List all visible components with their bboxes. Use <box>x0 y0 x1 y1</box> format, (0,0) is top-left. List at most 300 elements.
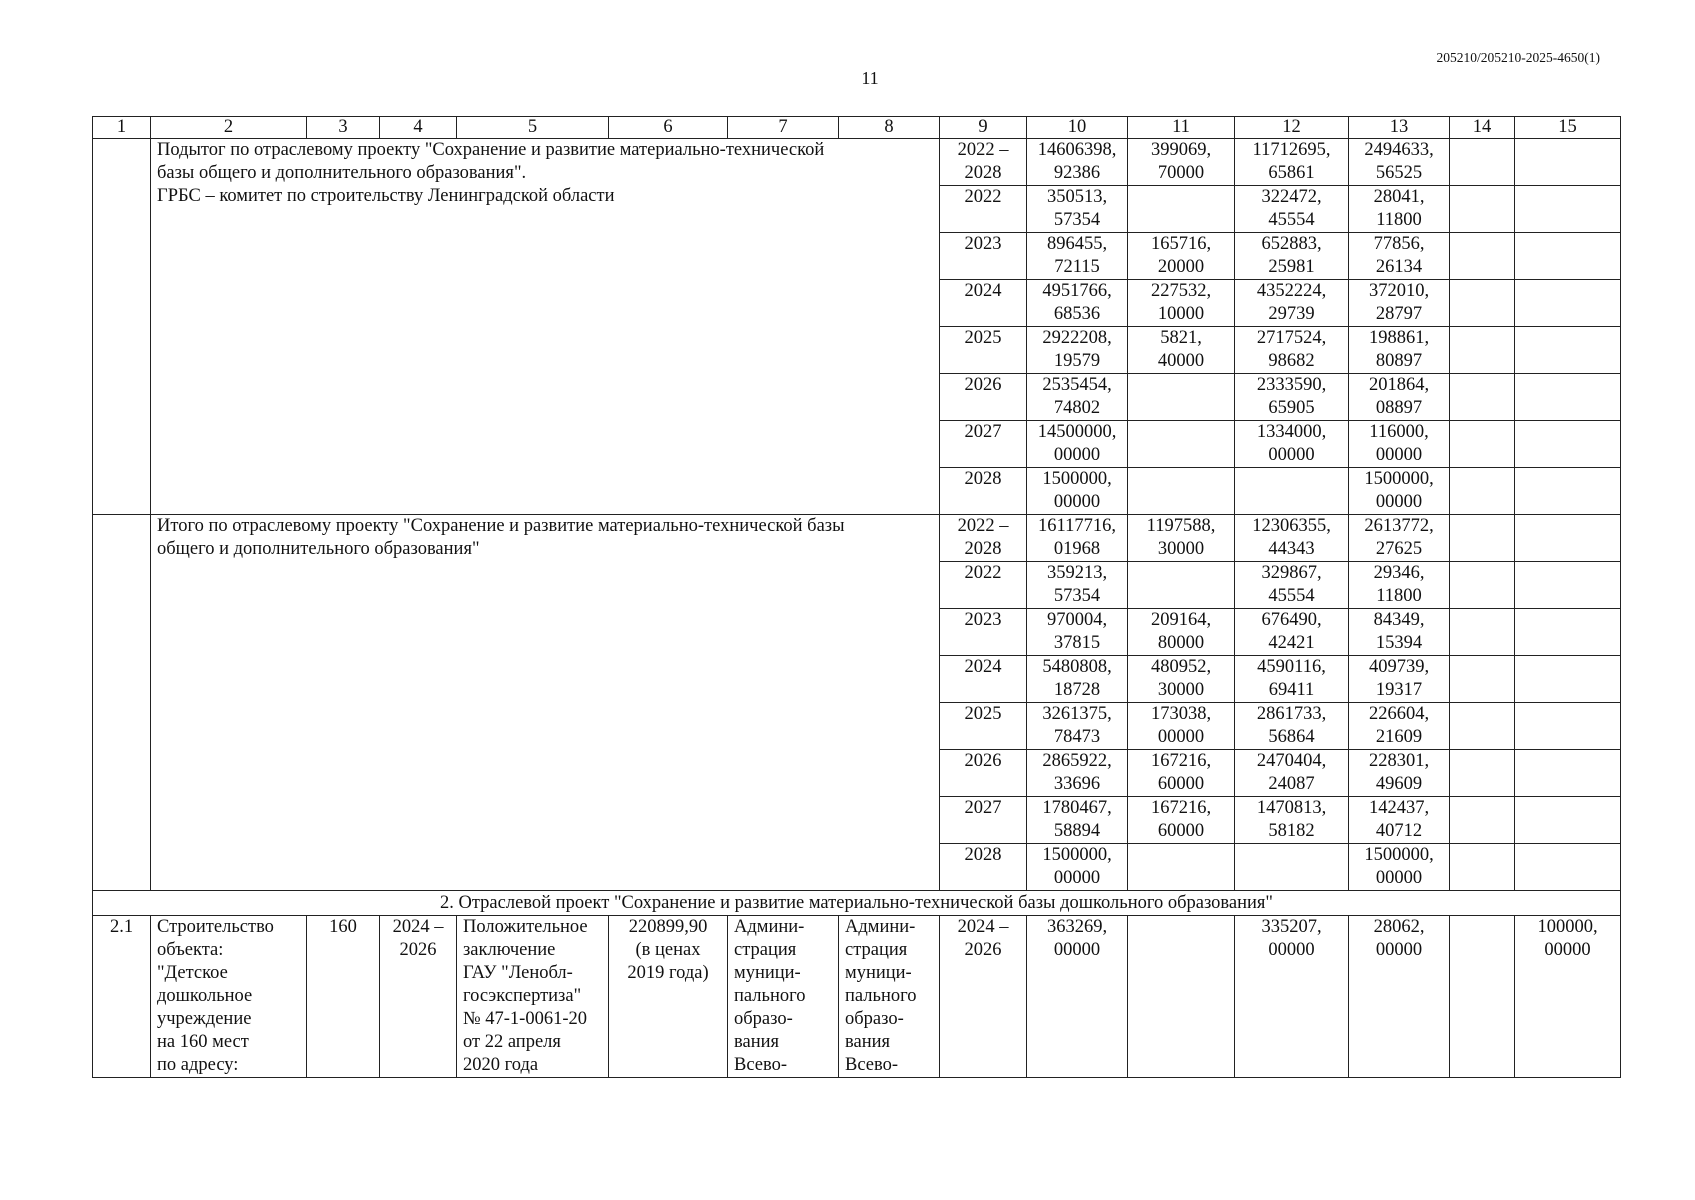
subtotal-c14-cell <box>1450 468 1515 515</box>
subtotal-c14-cell <box>1450 327 1515 374</box>
item-name-line: объекта: <box>157 940 224 960</box>
total-c12-value: 45554 <box>1268 586 1315 606</box>
total-period-cell <box>940 750 1027 797</box>
subtotal-c12-value: 00000 <box>1268 445 1315 465</box>
subtotal-c10-value: 74802 <box>1053 398 1101 418</box>
total-c13-cell <box>1349 703 1450 750</box>
total-c10-value: 970004, <box>1046 610 1108 630</box>
item-customer-line: Всево- <box>734 1055 788 1075</box>
subtotal-c12-cell <box>1235 374 1349 421</box>
subtotal-c14-cell <box>1450 186 1515 233</box>
subtotal-c15-cell <box>1515 421 1621 468</box>
total-c10-cell <box>1027 609 1128 656</box>
total-c11-cell <box>1128 656 1235 703</box>
subtotal-period-cell <box>940 233 1027 280</box>
column-number: 10 <box>1027 117 1128 139</box>
item-customer-line: образо- <box>734 1009 793 1029</box>
subtotal-c13-value: 1500000, <box>1364 469 1434 489</box>
total-c14-cell <box>1450 562 1515 609</box>
subtotal-period-cell <box>940 374 1027 421</box>
total-c10-value: 1500000, <box>1042 845 1112 865</box>
subtotal-c10-value: 00000 <box>1053 445 1101 465</box>
total-c11-value: 167216, <box>1150 751 1212 771</box>
total-c13-value: 409739, <box>1368 657 1430 677</box>
subtotal-c14-cell <box>1450 280 1515 327</box>
total-c11-value: 167216, <box>1150 798 1212 818</box>
total-c12-value: 1470813, <box>1256 798 1327 818</box>
item-c13-cell <box>1349 916 1450 1078</box>
column-number: 13 <box>1349 117 1450 139</box>
total-c12-value: 58182 <box>1268 821 1315 841</box>
subtotal-c12-value: 25981 <box>1268 257 1315 277</box>
total-c15-cell <box>1515 515 1621 562</box>
subtotal-c11-value: 10000 <box>1157 304 1205 324</box>
total-c12-cell <box>1235 609 1349 656</box>
total-c10-cell <box>1027 750 1128 797</box>
subtotal-c10-value: 4951766, <box>1042 281 1112 301</box>
subtotal-c10-value: 19579 <box>1053 351 1101 371</box>
subtotal-c13-value: 116000, <box>1369 422 1429 442</box>
total-c13-value: 29346, <box>1373 563 1425 583</box>
subtotal-c12-cell <box>1235 468 1349 515</box>
total-period-value: 2027 <box>964 798 1002 818</box>
total-c11-value: 480952, <box>1150 657 1212 677</box>
total-c13-value: 40712 <box>1375 821 1423 841</box>
subtotal-c13-cell <box>1349 233 1450 280</box>
subtotal-c13-cell <box>1349 374 1450 421</box>
total-period-value: 2022 – <box>957 516 1009 536</box>
item-capacity-cell: 160 <box>307 916 380 1078</box>
subtotal-c13-cell <box>1349 327 1450 374</box>
item-customer-line: пального <box>734 986 806 1006</box>
total-c10-cell <box>1027 562 1128 609</box>
total-num-cell <box>93 515 151 891</box>
total-c13-value: 1500000, <box>1364 845 1434 865</box>
total-period-cell <box>940 515 1027 562</box>
total-c11-cell <box>1128 609 1235 656</box>
subtotal-c15-cell <box>1515 233 1621 280</box>
total-c11-cell <box>1128 703 1235 750</box>
item-c15-line: 00000 <box>1544 940 1591 960</box>
subtotal-period-value: 2022 – <box>957 140 1009 160</box>
subtotal-c11-value: 5821, <box>1160 328 1202 348</box>
subtotal-period-value: 2024 <box>964 281 1002 301</box>
item-builder-line: образо- <box>845 1009 904 1029</box>
total-c13-cell <box>1349 562 1450 609</box>
subtotal-c12-cell <box>1235 280 1349 327</box>
column-number: 4 <box>380 117 457 139</box>
total-c13-cell <box>1349 656 1450 703</box>
item-years-cell <box>380 916 457 1078</box>
total-c12-value: 329867, <box>1261 563 1322 583</box>
subtotal-c15-cell <box>1515 139 1621 186</box>
subtotal-c12-cell <box>1235 327 1349 374</box>
item-customer-line: Админи- <box>734 917 805 937</box>
total-c10-cell <box>1027 656 1128 703</box>
subtotal-c15-cell <box>1515 468 1621 515</box>
total-c11-value: 209164, <box>1150 610 1212 630</box>
total-c11-value: 80000 <box>1157 633 1205 653</box>
subtotal-period-cell <box>940 139 1027 186</box>
total-c13-value: 142437, <box>1368 798 1430 818</box>
total-c12-value: 56864 <box>1268 727 1315 747</box>
total-c12-cell <box>1235 750 1349 797</box>
subtotal-c11-cell <box>1128 374 1235 421</box>
subtotal-period-value: 2025 <box>964 328 1002 348</box>
item-years-line: 2026 <box>399 940 437 960</box>
subtotal-c12-value: 65905 <box>1268 398 1315 418</box>
total-c14-cell <box>1450 703 1515 750</box>
total-c12-value: 12306355, <box>1252 516 1331 536</box>
subtotal-c11-value: 227532, <box>1150 281 1212 301</box>
item-cost-line: 220899,90 <box>628 917 708 937</box>
subtotal-c15-cell <box>1515 186 1621 233</box>
subtotal-c13-value: 28041, <box>1373 187 1425 207</box>
item-builder-line: страция <box>845 940 908 960</box>
total-row <box>93 515 1621 562</box>
subtotal-period-value: 2028 <box>964 163 1002 183</box>
item-builder-line: Всево- <box>845 1055 899 1075</box>
total-c12-cell <box>1235 844 1349 891</box>
item-customer-line: страция <box>734 940 797 960</box>
total-c10-value: 00000 <box>1053 868 1101 888</box>
item-builder-line: муници- <box>845 963 912 983</box>
total-c10-value: 58894 <box>1053 821 1101 841</box>
total-c13-value: 49609 <box>1375 774 1423 794</box>
total-period-value: 2024 <box>964 657 1002 677</box>
subtotal-c15-cell <box>1515 280 1621 327</box>
total-c13-value: 84349, <box>1373 610 1425 630</box>
subtotal-c13-cell <box>1349 421 1450 468</box>
total-c12-cell <box>1235 656 1349 703</box>
subtotal-c13-cell <box>1349 139 1450 186</box>
item-period-line: 2024 – <box>957 917 1009 937</box>
item-c10-line: 363269, <box>1046 917 1108 937</box>
subtotal-c10-value: 68536 <box>1053 304 1101 324</box>
item-c15-line: 100000, <box>1537 917 1598 937</box>
subtotal-c13-value: 2494633, <box>1364 140 1434 160</box>
total-period-cell <box>940 562 1027 609</box>
total-c10-value: 2865922, <box>1042 751 1112 771</box>
item-cost-cell <box>609 916 728 1078</box>
total-period-value: 2022 <box>964 563 1002 583</box>
item-name-line: Строительство <box>157 917 274 937</box>
subtotal-period-value: 2026 <box>964 375 1002 395</box>
subtotal-c12-value: 2333590, <box>1256 375 1327 395</box>
total-c13-value: 2613772, <box>1364 516 1434 536</box>
column-number: 2 <box>151 117 307 139</box>
total-c11-value: 60000 <box>1157 821 1205 841</box>
total-c12-value: 676490, <box>1261 610 1322 630</box>
document-id: 205210/205210-2025-4650(1) <box>1436 50 1600 65</box>
subtotal-c12-value: 1334000, <box>1256 422 1327 442</box>
subtotal-period-value: 2022 <box>964 187 1002 207</box>
subtotal-period-cell <box>940 280 1027 327</box>
subtotal-c10-cell <box>1027 421 1128 468</box>
subtotal-c10-value: 00000 <box>1053 492 1101 512</box>
item-c13-line: 00000 <box>1375 940 1423 960</box>
total-c10-value: 16117716, <box>1038 516 1116 536</box>
item-name-cell <box>151 916 307 1078</box>
total-c10-value: 1780467, <box>1042 798 1112 818</box>
item-c12-line: 335207, <box>1261 917 1322 937</box>
total-c11-cell <box>1128 844 1235 891</box>
item-cost-line: (в ценах <box>635 940 701 960</box>
subtotal-c13-value: 26134 <box>1375 257 1423 277</box>
column-number: 15 <box>1515 117 1621 139</box>
item-c14-cell <box>1450 916 1515 1078</box>
total-c12-value: 24087 <box>1268 774 1315 794</box>
subtotal-num-cell <box>93 139 151 515</box>
subtotal-period-cell <box>940 186 1027 233</box>
total-c10-cell <box>1027 703 1128 750</box>
subtotal-row <box>93 139 1621 186</box>
subtotal-c12-value: 322472, <box>1261 187 1322 207</box>
subtotal-c12-cell <box>1235 139 1349 186</box>
subtotal-c13-value: 201864, <box>1368 375 1430 395</box>
item-builder-cell <box>839 916 940 1078</box>
total-c11-value: 30000 <box>1157 539 1205 559</box>
total-c15-cell <box>1515 703 1621 750</box>
column-number: 9 <box>940 117 1027 139</box>
column-number: 11 <box>1128 117 1235 139</box>
subtotal-c12-value: 65861 <box>1268 163 1315 183</box>
subtotal-c10-value: 14500000, <box>1037 422 1117 442</box>
total-c13-value: 19317 <box>1375 680 1423 700</box>
item-expertise-line: от 22 апреля <box>463 1032 561 1052</box>
subtotal-c12-value: 29739 <box>1268 304 1315 324</box>
item-cost-line: 2019 года) <box>627 963 709 983</box>
subtotal-c13-value: 11800 <box>1376 210 1422 230</box>
section-row <box>93 891 1621 916</box>
total-c12-value: 44343 <box>1268 539 1315 559</box>
total-c14-cell <box>1450 844 1515 891</box>
item-c11-cell <box>1128 916 1235 1078</box>
item-num-cell: 2.1 <box>93 916 151 1078</box>
total-c14-cell <box>1450 797 1515 844</box>
subtotal-c10-cell <box>1027 233 1128 280</box>
item-c15-cell <box>1515 916 1621 1078</box>
subtotal-c11-value: 70000 <box>1157 163 1205 183</box>
total-c14-cell <box>1450 656 1515 703</box>
total-c10-cell <box>1027 515 1128 562</box>
subtotal-c10-value: 1500000, <box>1042 469 1112 489</box>
subtotal-c10-value: 72115 <box>1054 257 1100 277</box>
total-period-cell <box>940 656 1027 703</box>
total-c11-cell <box>1128 515 1235 562</box>
column-number-row <box>93 117 1621 139</box>
subtotal-c11-value: 165716, <box>1150 234 1212 254</box>
total-c11-value: 60000 <box>1157 774 1205 794</box>
total-c14-cell <box>1450 609 1515 656</box>
total-c13-value: 228301, <box>1368 751 1430 771</box>
total-period-cell <box>940 703 1027 750</box>
total-period-value: 2026 <box>964 751 1002 771</box>
total-c12-cell <box>1235 703 1349 750</box>
subtotal-c13-cell <box>1349 468 1450 515</box>
subtotal-period-cell <box>940 327 1027 374</box>
column-number: 1 <box>93 117 151 139</box>
total-c10-value: 3261375, <box>1042 704 1112 724</box>
subtotal-c13-value: 372010, <box>1368 281 1430 301</box>
subtotal-c11-cell <box>1128 468 1235 515</box>
subtotal-c10-value: 2922208, <box>1042 328 1112 348</box>
subtotal-c14-cell <box>1450 139 1515 186</box>
subtotal-c12-cell <box>1235 186 1349 233</box>
item-period-cell <box>940 916 1027 1078</box>
total-period-cell <box>940 844 1027 891</box>
item-expertise-line: заключение <box>463 940 556 960</box>
total-c12-cell <box>1235 515 1349 562</box>
subtotal-c10-cell <box>1027 327 1128 374</box>
item-years-line: 2024 – <box>392 917 444 937</box>
total-c15-cell <box>1515 844 1621 891</box>
item-builder-line: вания <box>845 1032 891 1052</box>
total-period-cell <box>940 609 1027 656</box>
item-name-line: дошкольное <box>157 986 253 1006</box>
subtotal-c11-value: 40000 <box>1157 351 1205 371</box>
total-period-value: 2025 <box>964 704 1002 724</box>
subtotal-label-line: базы общего и дополнительного образования". <box>157 163 527 183</box>
total-c15-cell <box>1515 609 1621 656</box>
total-c13-cell <box>1349 609 1450 656</box>
subtotal-c13-value: 198861, <box>1368 328 1430 348</box>
subtotal-c13-value: 28797 <box>1375 304 1423 324</box>
item-builder-line: Админи- <box>845 917 916 937</box>
subtotal-c10-cell <box>1027 280 1128 327</box>
subtotal-c13-cell <box>1349 280 1450 327</box>
subtotal-period-value: 2023 <box>964 234 1002 254</box>
total-c11-value: 1197588, <box>1146 516 1216 536</box>
column-number: 5 <box>457 117 609 139</box>
item-expertise-line: госэкспертиза" <box>463 986 582 1006</box>
subtotal-c12-value: 11712695, <box>1252 140 1331 160</box>
total-c13-value: 00000 <box>1375 868 1423 888</box>
total-c13-cell <box>1349 797 1450 844</box>
subtotal-c10-value: 92386 <box>1053 163 1101 183</box>
subtotal-period-cell <box>940 421 1027 468</box>
item-c12-cell <box>1235 916 1349 1078</box>
total-period-cell <box>940 797 1027 844</box>
item-name-line: на 160 мест <box>157 1032 249 1052</box>
subtotal-c11-cell <box>1128 186 1235 233</box>
subtotal-period-value: 2028 <box>964 469 1002 489</box>
subtotal-c12-value: 2717524, <box>1256 328 1327 348</box>
total-c15-cell <box>1515 797 1621 844</box>
total-c10-cell <box>1027 797 1128 844</box>
item-customer-line: муници- <box>734 963 801 983</box>
subtotal-c10-cell <box>1027 374 1128 421</box>
subtotal-c13-value: 08897 <box>1375 398 1423 418</box>
item-builder-line: пального <box>845 986 917 1006</box>
total-period-value: 2023 <box>964 610 1002 630</box>
total-c12-value: 2861733, <box>1256 704 1327 724</box>
subtotal-c11-cell <box>1128 327 1235 374</box>
total-c14-cell <box>1450 750 1515 797</box>
subtotal-c10-value: 57354 <box>1053 210 1101 230</box>
subtotal-c12-value: 652883, <box>1261 234 1322 254</box>
subtotal-c12-value: 4352224, <box>1256 281 1327 301</box>
subtotal-c14-cell <box>1450 421 1515 468</box>
total-c12-cell <box>1235 797 1349 844</box>
total-c10-value: 18728 <box>1053 680 1101 700</box>
total-c15-cell <box>1515 750 1621 797</box>
item-customer-cell <box>728 916 839 1078</box>
column-number: 6 <box>609 117 728 139</box>
subtotal-c10-cell <box>1027 468 1128 515</box>
subtotal-c11-value: 20000 <box>1157 257 1205 277</box>
subtotal-c10-cell <box>1027 186 1128 233</box>
item-c10-line: 00000 <box>1053 940 1101 960</box>
total-c14-cell <box>1450 515 1515 562</box>
total-period-value: 2028 <box>964 845 1002 865</box>
subtotal-c10-value: 896455, <box>1046 234 1108 254</box>
total-period-value: 2028 <box>964 539 1002 559</box>
subtotal-c11-cell <box>1128 139 1235 186</box>
total-c10-cell <box>1027 844 1128 891</box>
column-number: 14 <box>1450 117 1515 139</box>
total-c11-cell <box>1128 797 1235 844</box>
item-c10-cell <box>1027 916 1128 1078</box>
total-label-line: общего и дополнительного образования" <box>157 539 480 559</box>
total-c12-cell <box>1235 562 1349 609</box>
item-expertise-line: 2020 года <box>463 1055 539 1075</box>
item-period-line: 2026 <box>964 940 1002 960</box>
subtotal-period-value: 2027 <box>964 422 1002 442</box>
total-c10-value: 359213, <box>1046 563 1108 583</box>
subtotal-label-line: Подытог по отраслевому проекту "Сохранение и развитие материально-технической <box>157 140 825 160</box>
total-c10-value: 57354 <box>1053 586 1101 606</box>
subtotal-c12-cell <box>1235 421 1349 468</box>
item-row <box>93 916 1621 1078</box>
subtotal-c15-cell <box>1515 327 1621 374</box>
total-c11-value: 173038, <box>1150 704 1212 724</box>
column-number: 12 <box>1235 117 1349 139</box>
subtotal-label-line: ГРБС – комитет по строительству Ленинградской области <box>157 186 615 206</box>
total-c12-value: 69411 <box>1268 680 1315 700</box>
item-c13-line: 28062, <box>1373 917 1425 937</box>
total-c13-cell <box>1349 750 1450 797</box>
item-expertise-cell <box>457 916 609 1078</box>
item-expertise-line: ГАУ "Ленобл- <box>463 963 573 983</box>
section-title: 2. Отраслевой проект "Сохранение и развитие материально-технической базы дошкольного образования" <box>93 891 1621 916</box>
budget-table <box>92 116 1621 1078</box>
subtotal-c13-cell <box>1349 186 1450 233</box>
total-c11-value: 30000 <box>1157 680 1205 700</box>
subtotal-c11-cell <box>1128 280 1235 327</box>
total-label <box>151 515 940 891</box>
total-c15-cell <box>1515 562 1621 609</box>
item-name-line: по адресу: <box>157 1055 239 1075</box>
total-c10-value: 33696 <box>1053 774 1101 794</box>
total-c13-value: 11800 <box>1376 586 1422 606</box>
subtotal-c10-value: 14606398, <box>1037 140 1117 160</box>
column-number: 7 <box>728 117 839 139</box>
total-c13-value: 15394 <box>1375 633 1423 653</box>
total-c13-value: 27625 <box>1375 539 1423 559</box>
subtotal-c13-value: 80897 <box>1375 351 1423 371</box>
total-c12-value: 42421 <box>1268 633 1315 653</box>
total-c15-cell <box>1515 656 1621 703</box>
subtotal-period-cell <box>940 468 1027 515</box>
item-customer-line: вания <box>734 1032 780 1052</box>
total-c12-value: 4590116, <box>1257 657 1326 677</box>
subtotal-c11-cell <box>1128 233 1235 280</box>
subtotal-c12-value: 45554 <box>1268 210 1315 230</box>
subtotal-c10-value: 2535454, <box>1042 375 1112 395</box>
subtotal-c14-cell <box>1450 233 1515 280</box>
total-c13-cell <box>1349 515 1450 562</box>
